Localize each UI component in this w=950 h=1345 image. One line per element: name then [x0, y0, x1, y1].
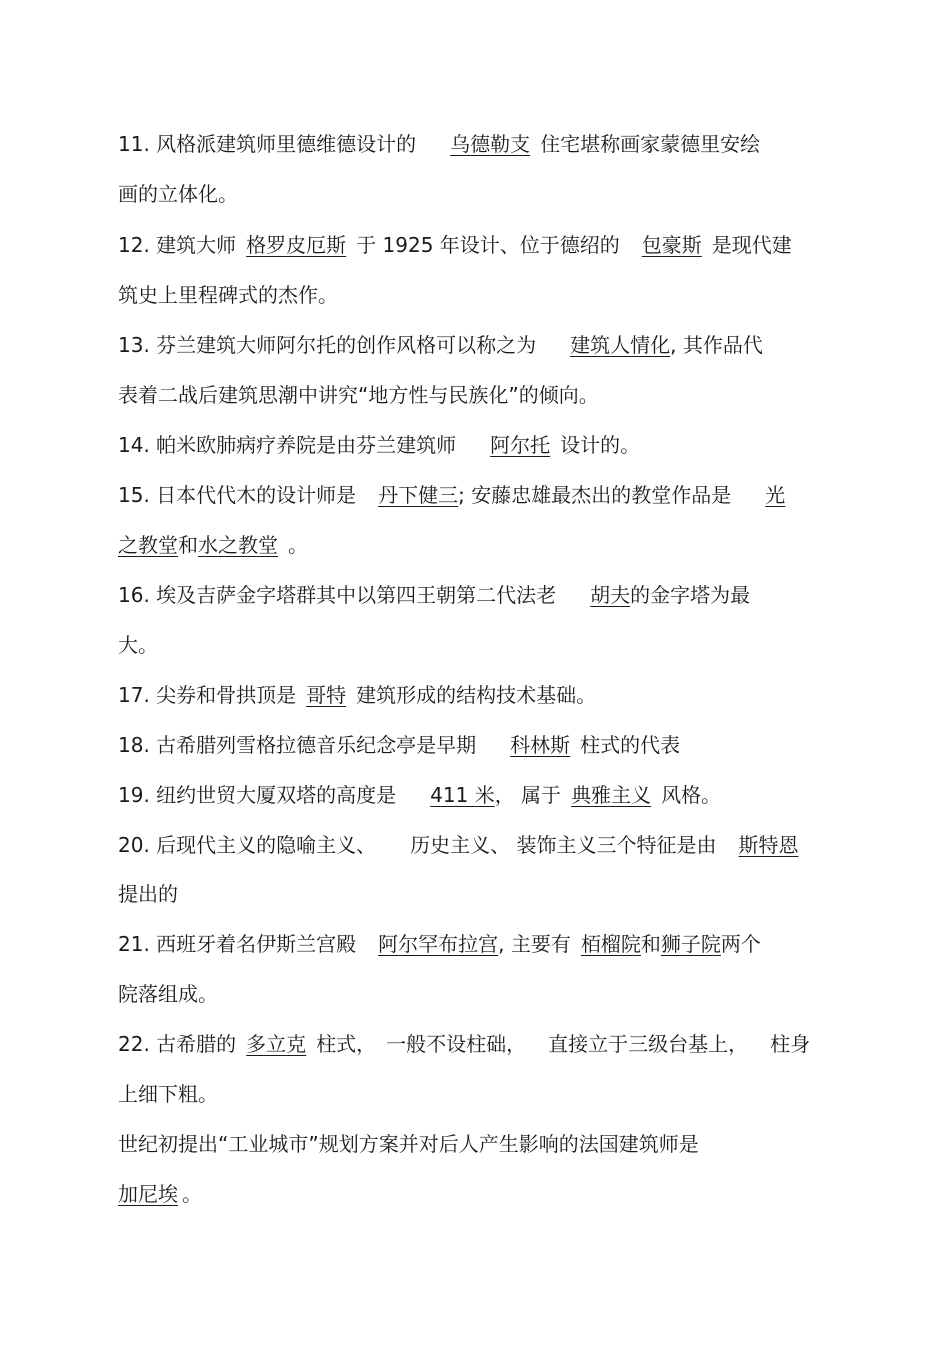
q21-answer-2: 栢榴院 — [580, 932, 641, 956]
q12-line-1 — [118, 232, 792, 258]
q21-line-2 — [118, 981, 218, 1007]
q17-text: 17. 尖券和骨拱顶是 — [118, 683, 297, 707]
q15-line-1 — [118, 482, 785, 508]
q13-answer-1: 建筑人情化 — [570, 333, 671, 357]
q16-text: 16. 埃及吉萨金字塔群其中以第四王朝第二代法老 — [118, 583, 557, 607]
q20-text-mid: 历史主义、 装饰主义三个特征是由 — [410, 833, 717, 857]
q22-line-1 — [118, 1031, 810, 1057]
q23-line-1 — [118, 1131, 699, 1157]
q11-line-2 — [118, 181, 238, 207]
q11-text-after: 住宅堪称画家蒙德里安绘 — [540, 132, 761, 156]
q20-line-2 — [118, 881, 178, 907]
q22-text-cont: 上细下粗。 — [118, 1082, 218, 1106]
q21-text: 21. 西班牙着名伊斯兰宫殿 — [118, 932, 357, 956]
q16-line-1 — [118, 582, 750, 608]
q21-answer-1: 阿尔罕布拉宫 — [378, 932, 499, 956]
q19-text-mid: ， 属于 — [494, 783, 562, 807]
q12-line-2 — [118, 282, 338, 308]
q12-answer-2: 包豪斯 — [641, 233, 702, 257]
q17-line-1 — [118, 682, 596, 708]
q13-line-1 — [118, 332, 763, 358]
q15-answer-2-part-2: 之教堂 — [118, 533, 178, 557]
q15-text: 15. 日本代代木的设计师是 — [118, 483, 357, 507]
q23-answer-1: 加尼埃 — [118, 1182, 178, 1206]
q19-line-1 — [118, 782, 721, 808]
q17-text-after: 建筑形成的结构技术基础。 — [356, 683, 597, 707]
q21-text-cont: 院落组成。 — [118, 982, 218, 1006]
q21-and: 和 — [640, 932, 661, 956]
q20-text-cont: 提出的 — [118, 882, 178, 906]
q15-answer-1: 丹下健三 — [378, 483, 459, 507]
q15-line-2 — [118, 532, 308, 558]
q21-text-mid: , 主要有 — [498, 932, 571, 956]
q15-answer-3: 水之教堂 — [198, 533, 278, 557]
q21-answer-3: 狮子院 — [660, 932, 721, 956]
q15-text-after: 。 — [288, 533, 308, 557]
q17-answer-1: 哥特 — [306, 683, 347, 707]
q18-text-after: 柱式的代表 — [580, 733, 681, 757]
q22-text-3: 直接立于三级台基上， — [548, 1032, 749, 1056]
q22-text-2: 一般不设柱础， — [386, 1032, 527, 1056]
q23-line-2 — [118, 1181, 202, 1207]
q18-text: 18. 古希腊列雪格拉德音乐纪念亭是早期 — [118, 733, 477, 757]
q16-line-2 — [118, 632, 158, 658]
q20-answer-1: 斯特恩 — [738, 833, 799, 857]
q15-answer-2-part-1: 光 — [765, 483, 786, 507]
q11-answer-1: 乌德勒支 — [450, 132, 531, 156]
q12-answer-1: 格罗皮厄斯 — [246, 233, 347, 257]
q12-text-mid: 于 1925 年设计、位于德绍的 — [356, 233, 620, 257]
q14-line-1 — [118, 432, 640, 458]
q19-text-after: 风格。 — [661, 783, 722, 807]
q22-text-4: 柱身 — [770, 1032, 811, 1056]
q12-text-after: 是现代建 — [711, 233, 792, 257]
q19-answer-1: 411 米 — [430, 783, 495, 807]
q11-text: 11. 风格派建筑师里德维德设计的 — [118, 132, 417, 156]
q13-text: 13. 芬兰建筑大师阿尔托的创作风格可以称之为 — [118, 333, 537, 357]
q18-answer-1: 科林斯 — [510, 733, 571, 757]
q20-line-1 — [118, 832, 799, 858]
q12-text: 12. 建筑大师 — [118, 233, 237, 257]
q15-and: 和 — [178, 533, 198, 557]
q16-answer-1: 胡夫 — [590, 583, 631, 607]
q12-text-cont: 筑史上里程碑式的杰作。 — [118, 283, 338, 307]
q11-text-cont: 画的立体化。 — [118, 182, 238, 206]
q14-answer-1: 阿尔托 — [490, 433, 551, 457]
q19-answer-2: 典雅主义 — [571, 783, 652, 807]
q14-text-after: 设计的。 — [560, 433, 641, 457]
q20-text: 20. 后现代主义的隐喻主义、 — [118, 833, 377, 857]
q21-line-1 — [118, 931, 761, 957]
q11-line-1 — [118, 131, 760, 157]
q16-text-cont: 大。 — [118, 633, 158, 657]
q13-line-2 — [118, 382, 599, 408]
q22-answer-1: 多立克 — [246, 1032, 307, 1056]
q18-line-1 — [118, 732, 680, 758]
q23-text-after: 。 — [182, 1182, 202, 1206]
q19-text: 19. 纽约世贸大厦双塔的高度是 — [118, 783, 397, 807]
q14-text: 14. 帕米欧肺病疗养院是由芬兰建筑师 — [118, 433, 457, 457]
q21-text-after: 两个 — [720, 932, 761, 956]
q23-text: 世纪初提出“工业城市”规划方案并对后人产生影响的法国建筑师是 — [118, 1132, 699, 1156]
q22-line-2 — [118, 1081, 218, 1107]
q22-text: 22. 古希腊的 — [118, 1032, 237, 1056]
q13-text-cont: 表着二战后建筑思潮中讲究“地方性与民族化”的倾向。 — [118, 383, 599, 407]
q13-text-after: , 其作品代 — [670, 333, 763, 357]
q16-text-after: 的金字塔为最 — [630, 583, 751, 607]
q15-text-mid: ; 安藤忠雄最杰出的教堂作品是 — [458, 483, 732, 507]
q22-text-1: 柱式， — [316, 1032, 377, 1056]
